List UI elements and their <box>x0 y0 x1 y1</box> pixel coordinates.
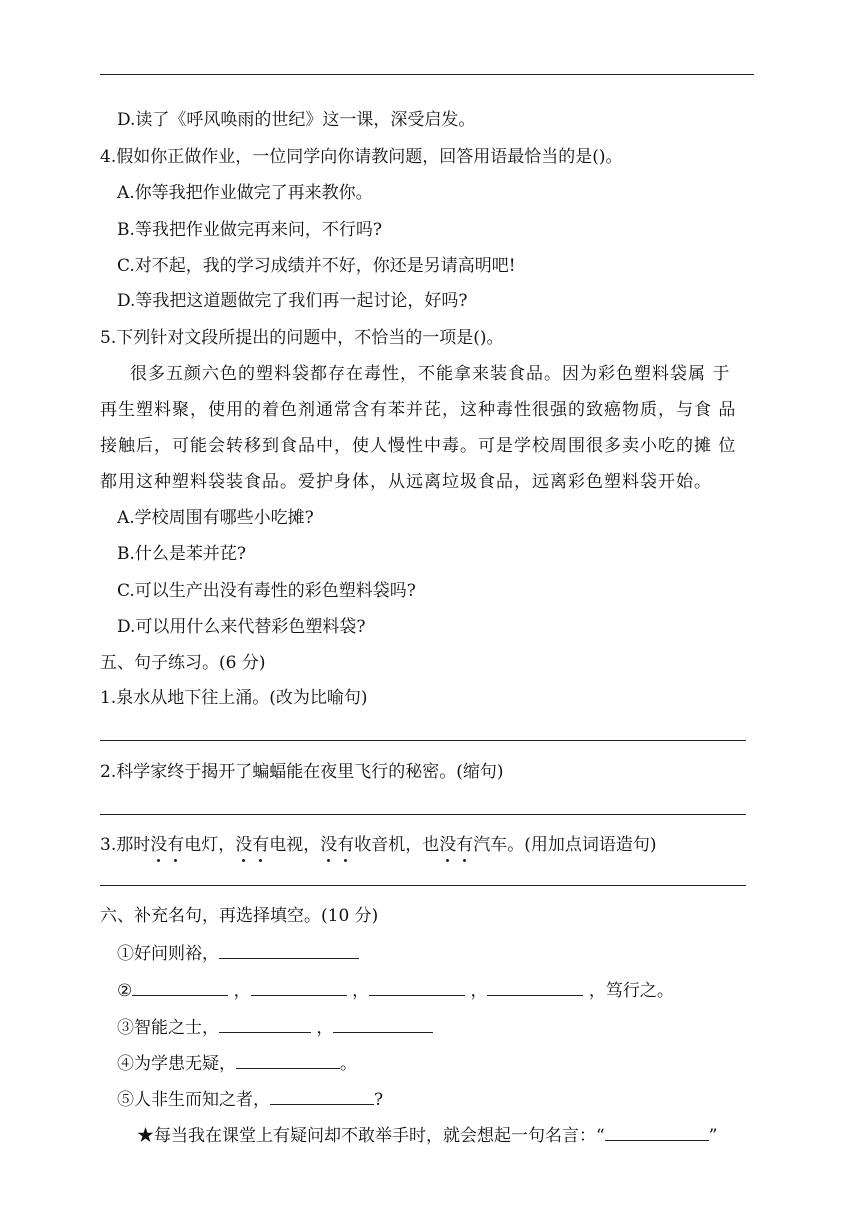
header-rule <box>100 74 754 75</box>
blank-star[interactable] <box>605 1122 709 1141</box>
blank-2a[interactable] <box>132 977 228 996</box>
blank-2b[interactable] <box>251 977 347 996</box>
q3-option-d: D.读了《呼风唤雨的世纪》这一课，深受启发。 <box>117 110 476 130</box>
passage-line-4: 都用这种塑料袋装食品。爱护身体，从远离垃圾食品，远离彩色塑料袋开始。 <box>100 472 712 492</box>
dotted-word: 没有 <box>320 835 355 855</box>
q5-passage <box>100 362 760 386</box>
s6-item-2: ② ， ， ， ，笃行之。 <box>117 977 674 1003</box>
q5-option-c: C.可以生产出没有毒性的彩色塑料袋吗? <box>117 581 416 601</box>
blank-1[interactable] <box>219 940 359 959</box>
s6-item-3: ③智能之士， ， <box>117 1014 433 1040</box>
s5-item-3: 3.那时没有电灯，没有电视，没有收音机，也没有汽车。(用加点词语造句) <box>100 835 657 855</box>
answer-line-1[interactable] <box>100 740 746 741</box>
s6-star-item: ★每当我在课堂上有疑问却不敢举手时，就会想起一句名言：“ ” <box>137 1122 717 1148</box>
section5-title: 五、句子练习。(6 分) <box>100 653 266 673</box>
blank-3a[interactable] <box>219 1014 311 1033</box>
q4-option-a: A.你等我把作业做完了再来教你。 <box>117 183 373 203</box>
q4-option-b: B.等我把作业做完再来问，不行吗? <box>117 220 383 240</box>
q5-stem: 5.下列针对文段所提出的问题中，不恰当的一项是()。 <box>100 328 504 348</box>
passage-line-2: 再生塑料聚，使用的着色剂通常含有苯并芘，这种毒性很强的致癌物质，与食 品 <box>100 400 737 420</box>
blank-2d[interactable] <box>487 977 583 996</box>
s6-item-1: ①好问则裕， <box>117 940 359 966</box>
blank-4[interactable] <box>236 1050 340 1069</box>
blank-3b[interactable] <box>333 1014 433 1033</box>
dotted-word: 没有 <box>235 835 270 855</box>
q4-option-c: C.对不起，我的学习成绩并不好，你还是另请高明吧! <box>117 256 516 276</box>
s6-item-5: ⑤人非生而知之者， ? <box>117 1086 383 1112</box>
passage-line-1: 很多五颜六色的塑料袋都存在毒性，不能拿来装食品。因为彩色塑料袋属 于 <box>130 364 731 384</box>
q5-option-d: D.可以用什么来代替彩色塑料袋? <box>117 617 366 637</box>
passage-line-3: 接触后，可能会转移到食品中，使人慢性中毒。可是学校周围很多卖小吃的摊 位 <box>100 436 737 456</box>
q4-stem: 4.假如你正做作业，一位同学向你请教问题，回答用语最恰当的是()。 <box>100 147 623 167</box>
q5-option-b: B.什么是苯并芘? <box>117 544 247 564</box>
blank-5[interactable] <box>270 1086 374 1105</box>
s5-item-2: 2.科学家终于揭开了蝙蝠能在夜里飞行的秘密。(缩句) <box>100 762 504 782</box>
s6-item-4: ④为学患无疑， 。 <box>117 1050 357 1076</box>
dotted-word: 没有 <box>150 835 185 855</box>
blank-2c[interactable] <box>369 977 465 996</box>
s5-item-1: 1.泉水从地下往上涌。(改为比喻句) <box>100 688 368 708</box>
section6-title: 六、补充名句，再选择填空。(10 分) <box>100 906 379 926</box>
dotted-word: 没有 <box>439 835 474 855</box>
answer-line-2[interactable] <box>100 814 746 815</box>
q4-option-d: D.等我把这道题做完了我们再一起讨论，好吗? <box>117 291 468 311</box>
q5-option-a: A.学校周围有哪些小吃摊? <box>117 508 314 528</box>
answer-line-3[interactable] <box>100 885 746 886</box>
